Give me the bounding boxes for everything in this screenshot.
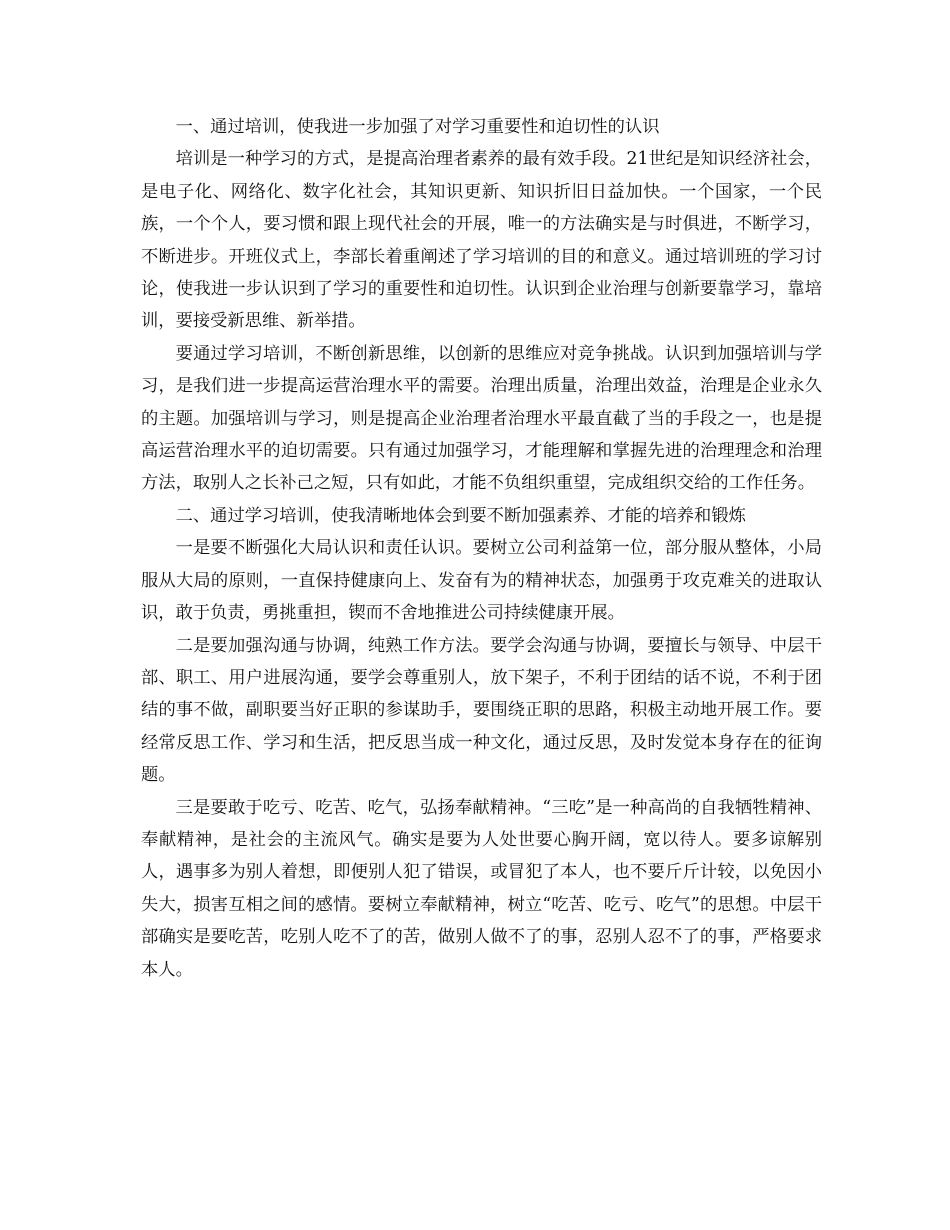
paragraph-point-2: 二是要加强沟通与协调，纯熟工作方法。要学会沟通与协调，要擅长与领导、中层干部、职工、用户进展沟通，要学会尊重别人，放下架子，不利于团结的话不说，不利于团结的事不做，副职要当好正职的参谋助手，要围绕正职的思路，积极主动地开展工作。要经常反思工作、学习和生活，把反思当成一种文化，通过反思，及时发觉本身存在的征询题。 xyxy=(141,635,822,786)
paragraph-point-1: 一是要不断强化大局认识和责任认识。要树立公司利益第一位，部分服从整体，小局服从大局的原则，一直保持健康向上、发奋有为的精神状态，加强勇于攻克难关的进取认识，敢于负责，勇挑重担，锲而不舍地推进公司持续健康开展。 xyxy=(141,538,822,624)
heading-section-2: 二、通过学习培训，使我清晰地体会到要不断加强素养、才能的培养和锻炼 xyxy=(175,505,746,526)
paragraph-innovation-thinking: 要通过学习培训，不断创新思维，以创新的思维应对竞争挑战。认识到加强培训与学习，是我们进一步提高运营治理水平的需要。治理出质量，治理出效益，治理是企业永久的主题。加强培训与学习，则是提高企业治理者治理水平最直截了当的手段之一，也是提高运营治理水平的迫切需要。只有通过加强学习，才能理解和掌握先进的治理理念和治理方法，取别人之长补己之短，只有如此，才能不负组织重望，完成组织交给的工作任务。 xyxy=(141,343,822,494)
paragraph-training-importance: 培训是一种学习的方式，是提高治理者素养的最有效手段。21世纪是知识经济社会，是电子化、网络化、数字化社会，其知识更新、知识折旧日益加快。一个国家，一个民族，一个个人，要习惯和跟上现代社会的开展，唯一的方法确实是与时俱进，不断学习，不断进步。开班仪式上，李部长着重阐述了学习培训的目的和意义。通过培训班的学习讨论，使我进一步认识到了学习的重要性和迫切性。认识到企业治理与创新要靠学习，靠培训，要接受新思维、新举措。 xyxy=(141,149,822,332)
heading-section-1: 一、通过培训，使我进一步加强了对学习重要性和迫切性的认识 xyxy=(175,117,660,137)
paragraph-point-3: 三是要敢于吃亏、吃苦、吃气，弘扬奉献精神。“三吃”是一种高尚的自我牺牲精神、奉献精神，是社会的主流风气。确实是要为人处世要心胸开阔，宽以待人。要多谅解别人，遇事多为别人着想，即便别人犯了错误，或冒犯了本人，也不要斤斤计较，以免因小失大，损害互相之间的感情。要树立奉献精神，树立“吃苦、吃亏、吃气”的思想。中层干部确实是要吃苦，吃别人吃不了的苦，做别人做不了的事，忍别人忍不了的事，严格要求本人。 xyxy=(141,797,822,980)
